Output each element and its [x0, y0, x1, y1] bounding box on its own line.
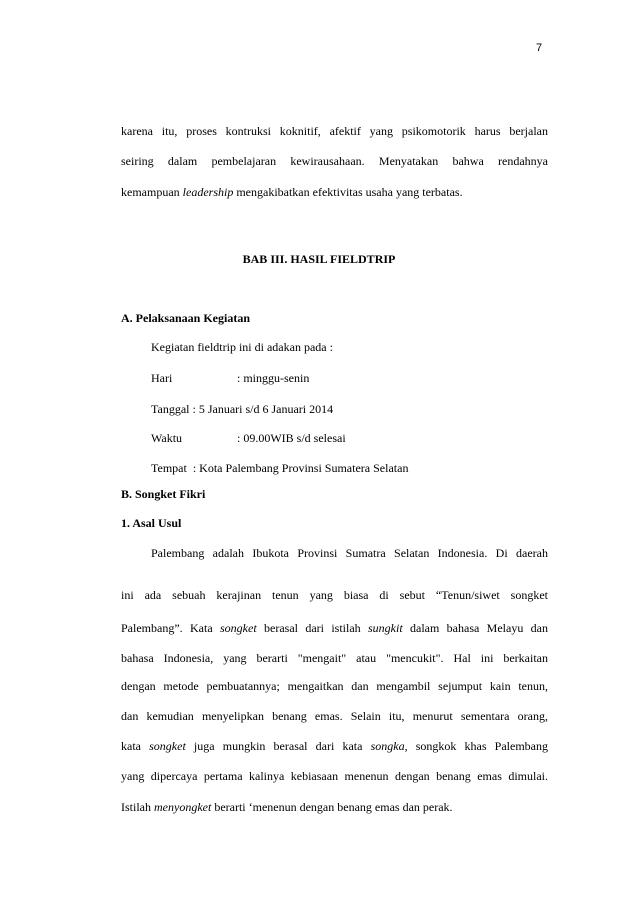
info-label: Waktu	[151, 431, 183, 445]
info-row-tempat	[151, 460, 408, 476]
para-line-4: bahasa Indonesia, yang berarti "mengait" atau "mencukit". Hal ini berkaitan	[121, 651, 548, 665]
para-line-3: Palembang”. Kata songket berasal dari istilah sungkit dalam bahasa Melayu dan	[121, 621, 548, 635]
leadership-italic: leadership	[182, 185, 234, 199]
info-label: Hari	[151, 371, 173, 385]
info-row-hari	[151, 370, 309, 386]
info-value: : minggu-senin	[237, 371, 310, 385]
info-row-tanggal	[151, 401, 333, 417]
para-line-6: dan kemudian menyelipkan benang emas. Selain itu, menurut sementara orang,	[121, 709, 548, 723]
info-value: : Kota Palembang Provinsi Sumatera Selatan	[192, 461, 409, 475]
para-line-2: ini ada sebuah kerajinan tenun yang biasa di sebut “Tenun/siwet songket	[121, 588, 548, 602]
para-line-1: Palembang adalah Ibukota Provinsi Sumatra Selatan Indonesia. Di daerah	[151, 546, 548, 560]
intro-line-1: karena itu, proses kontruksi koknitif, afektif yang psikomotorik harus berjalan	[121, 124, 548, 138]
para-line-9: Istilah menyongket berarti ‘menenun dengan benang emas dan perak.	[121, 800, 453, 814]
section-b-title: B. Songket Fikri	[121, 487, 206, 501]
para-line-5: dengan metode pembuatannya; mengaitkan dan mengambil sejumput kain tenun,	[121, 679, 548, 693]
info-row-waktu	[151, 430, 346, 446]
info-label: Tanggal	[151, 402, 190, 416]
section-a-intro: Kegiatan fieldtrip ini di adakan pada :	[151, 340, 333, 354]
subsection-1-title: 1. Asal Usul	[121, 516, 182, 530]
para-line-8: yang dipercaya pertama kalinya kebiasaan menenun dengan benang emas dimulai.	[121, 769, 548, 783]
info-value: : 5 Januari s/d 6 Januari 2014	[192, 402, 334, 416]
para-line-7: kata songket juga mungkin berasal dari kata songka, songkok khas Palembang	[121, 739, 548, 753]
section-a-title: A. Pelaksanaan Kegiatan	[121, 311, 251, 325]
info-label: Tempat	[151, 461, 187, 475]
info-value: : 09.00WIB s/d selesai	[237, 431, 346, 445]
intro-line-2: seiring dalam pembelajaran kewirausahaan. Menyatakan bahwa rendahnya	[121, 154, 548, 168]
page-number: 7	[536, 42, 543, 54]
chapter-title: BAB III. HASIL FIELDTRIP	[242, 252, 396, 266]
intro-line-3: kemampuan leadership mengakibatkan efektivitas usaha yang terbatas.	[121, 185, 463, 199]
